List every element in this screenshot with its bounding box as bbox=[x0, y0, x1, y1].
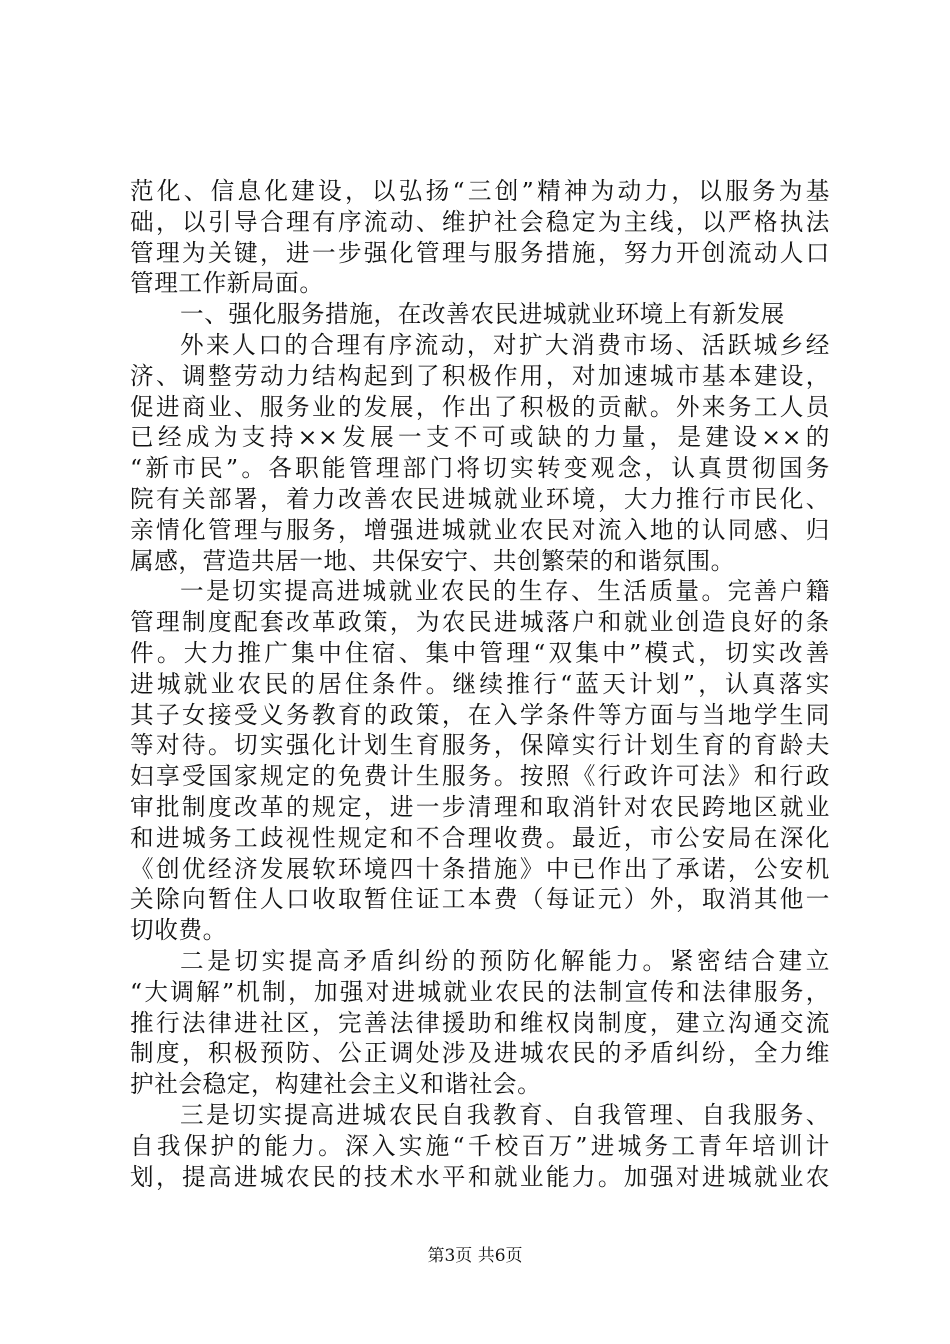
text-line: 础，以引导合理有序流动、维护社会稳定为主线，以严格执法 bbox=[130, 207, 830, 236]
text-line: 已经成为支持××发展一支不可或缺的力量，是建设××的 bbox=[130, 423, 830, 452]
text-line: 审批制度改革的规定，进一步清理和取消针对农民跨地区就业 bbox=[130, 792, 830, 821]
text-line: 等对待。切实强化计划生育服务，保障实行计划生育的育龄夫 bbox=[130, 731, 830, 760]
paragraph-start: 外来人口的合理有序流动，对扩大消费市场、活跃城乡经 bbox=[180, 330, 830, 359]
text-line: 范化、信息化建设，以弘扬“三创”精神为动力，以服务为基 bbox=[130, 177, 830, 205]
text-line: “大调解”机制，加强对进城就业农民的法制宣传和法律服务， bbox=[130, 977, 830, 1006]
text-line: “新市民”。各职能管理部门将切实转变观念，认真贯彻国务 bbox=[130, 454, 830, 483]
text-line: 和进城务工歧视性规定和不合理收费。最近，市公安局在深化 bbox=[130, 823, 830, 852]
paragraph-start: 二是切实提高矛盾纠纷的预防化解能力。紧密结合建立 bbox=[180, 946, 830, 975]
document-body bbox=[130, 176, 830, 1192]
text-line: 关除向暂住人口收取暂住证工本费（每证元）外，取消其他一 bbox=[130, 885, 830, 914]
text-line: 管理为关键，进一步强化管理与服务措施，努力开创流动人口 bbox=[130, 238, 830, 267]
text-line: 管理工作新局面。 bbox=[130, 269, 324, 298]
text-line: 济、调整劳动力结构起到了积极作用，对加速城市基本建设， bbox=[130, 361, 830, 390]
text-line: 其子女接受义务教育的政策，在入学条件等方面与当地学生同 bbox=[130, 700, 830, 729]
paragraph-start: 三是切实提高进城农民自我教育、自我管理、自我服务、 bbox=[180, 1100, 830, 1129]
text-line: 促进商业、服务业的发展，作出了积极的贡献。外来务工人员 bbox=[130, 392, 830, 421]
text-line: 切收费。 bbox=[130, 916, 227, 945]
text-line: 护社会稳定，构建社会主义和谐社会。 bbox=[130, 1070, 542, 1099]
text-line: 《创优经济发展软环境四十条措施》中已作出了承诺，公安机 bbox=[130, 854, 830, 883]
text-line: 妇享受国家规定的免费计生服务。按照《行政许可法》和行政 bbox=[130, 762, 830, 791]
text-line: 院有关部署，着力改善农民进城就业环境，大力推行市民化、 bbox=[130, 484, 830, 513]
text-line: 推行法律进社区，完善法律援助和维权岗制度，建立沟通交流 bbox=[130, 1008, 830, 1037]
text-line: 制度，积极预防、公正调处涉及进城农民的矛盾纠纷，全力维 bbox=[130, 1039, 830, 1068]
text-line: 管理制度配套改革政策，为农民进城落户和就业创造良好的条 bbox=[130, 608, 830, 637]
section-heading: 一、强化服务措施，在改善农民进城就业环境上有新发展 bbox=[180, 300, 785, 329]
paragraph-start: 一是切实提高进城就业农民的生存、生活质量。完善户籍 bbox=[180, 577, 830, 606]
text-line: 划，提高进城农民的技术水平和就业能力。加强对进城就业农 bbox=[130, 1162, 830, 1191]
text-line: 进城就业农民的居住条件。继续推行“蓝天计划”，认真落实 bbox=[130, 669, 830, 698]
text-line: 自我保护的能力。深入实施“千校百万”进城务工青年培训计 bbox=[130, 1131, 830, 1160]
text-line: 件。大力推广集中住宿、集中管理“双集中”模式，切实改善 bbox=[130, 638, 830, 667]
text-line: 亲情化管理与服务，增强进城就业农民对流入地的认同感、归 bbox=[130, 515, 830, 544]
page-number: 第3页 共6页 bbox=[427, 1246, 523, 1266]
text-line: 属感，营造共居一地、共保安宁、共创繁荣的和谐氛围。 bbox=[130, 546, 735, 575]
